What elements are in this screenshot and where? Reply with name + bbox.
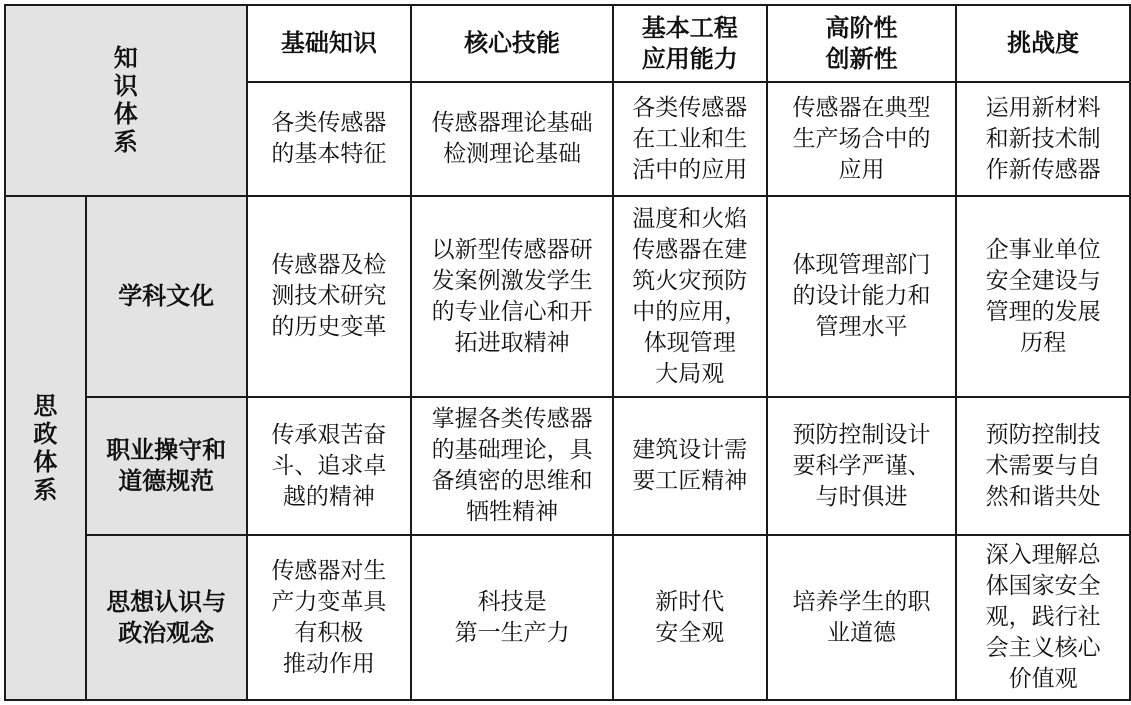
table-cell: 传感器理论基础 检测理论基础 — [411, 82, 613, 196]
row-header-professional-ethics: 职业操守和 道德规范 — [86, 397, 247, 535]
table-cell: 传感器对生 产力变革具 有积极 推动作用 — [247, 535, 412, 700]
table-cell: 各类传感器 的基本特征 — [247, 82, 412, 196]
curriculum-table — [4, 4, 1131, 701]
table-cell: 运用新材料 和新技术制 作新传感器 — [956, 82, 1130, 196]
table-cell: 掌握各类传感器 的基础理论，具 备缜密的思维和 牺牲精神 — [411, 397, 613, 535]
table-cell: 传感器及检 测技术研究 的历史变革 — [247, 196, 412, 397]
column-header-core-skills: 核心技能 — [411, 5, 613, 82]
column-header-basic-knowledge: 基础知识 — [247, 5, 412, 82]
knowledge-system-label: 知识体系 — [5, 5, 247, 196]
table-cell: 深入理解总 体国家安全 观，践行社 会主义核心 价值观 — [956, 535, 1130, 700]
ideology-system-label: 思政体系 — [5, 196, 86, 700]
row-header-political-awareness: 思想认识与 政治观念 — [86, 535, 247, 700]
table-cell: 传承艰苦奋 斗、追求卓 越的精神 — [247, 397, 412, 535]
table-row — [5, 196, 1130, 397]
table-cell: 传感器在典型 生产场合中的 应用 — [767, 82, 957, 196]
table-cell: 企事业单位 安全建设与 管理的发展 历程 — [956, 196, 1130, 397]
row-header-discipline-culture: 学科文化 — [86, 196, 247, 397]
column-header-higher-order-innovation: 高阶性 创新性 — [767, 5, 957, 82]
table-cell: 温度和火焰 传感器在建 筑火灾预防 中的应用， 体现管理 大局观 — [613, 196, 767, 397]
table-cell: 预防控制技 术需要与自 然和谐共处 — [956, 397, 1130, 535]
table-cell: 科技是 第一生产力 — [411, 535, 613, 700]
table-cell: 体现管理部门 的设计能力和 管理水平 — [767, 196, 957, 397]
table-cell: 各类传感器 在工业和生 活中的应用 — [613, 82, 767, 196]
column-header-engineering-application: 基本工程 应用能力 — [613, 5, 767, 82]
header-row — [5, 5, 1130, 82]
table-cell: 建筑设计需 要工匠精神 — [613, 397, 767, 535]
table-cell: 以新型传感器研 发案例激发学生 的专业信心和开 拓进取精神 — [411, 196, 613, 397]
table-cell: 培养学生的职 业道德 — [767, 535, 957, 700]
table-row — [5, 535, 1130, 700]
table-cell: 预防控制设计 要科学严谨、 与时俱进 — [767, 397, 957, 535]
column-header-challenge: 挑战度 — [956, 5, 1130, 82]
table-cell: 新时代 安全观 — [613, 535, 767, 700]
table-row — [5, 397, 1130, 535]
